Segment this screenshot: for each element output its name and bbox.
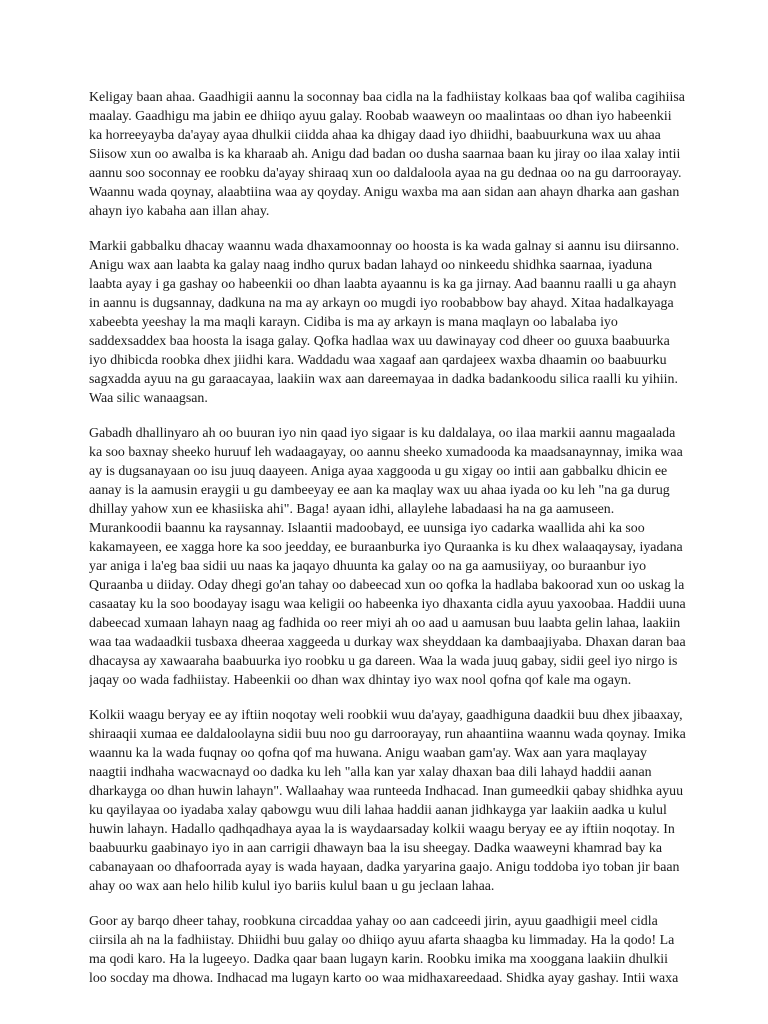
paragraph-1: Keligay baan ahaa. Gaadhigii aannu la soconnay baa cidla na la fadhiistay kolkaas baa qof waliba cagihiisa maalay. Gaadhigu ma jabin ee dhiiqo ayuu galay. Roobab waaweyn oo maalintaas oo dhan iyo habeenkii ka horreeyayba da'ayay ayaa dhulkii ciidda ahaa ka dhigay daad iyo dhiidhi, baabuurkuna wax uu ahaa Siisow xun oo awalba is ka kharaab ah. Anigu dad badan oo dusha saarnaa baan ku jiray oo ilaa xalay intii aannu soo soconnay ee roobku da'ayay shiraaq xun oo daldaloola ayaa na gu dednaa oo na gu darroorayay. Waannu wada qoynay, alaabtiina waa ay qoyday. Anigu waxba ma aan sidan aan ahayn dharka aan gashan ahayn iyo kabaha aan illan ahay. bbox=[89, 90, 685, 219]
document-page bbox=[89, 88, 687, 1024]
paragraph-4: Kolkii waagu beryay ee ay iftiin noqotay weli roobkii wuu da'ayay, gaadhiguna daadkii buu dhex jibaaxay, shiraaqii xumaa ee daldaloolayna sidii buu noo gu darroorayay, run ahaantiina waannu wada qoynay. Imika waannu ka la wada fuqnay oo qofna qof ma huwana. Anigu waaban gam'ay. Wax aan yara maqlayay naagtii indhaha wacwacnayd oo dadka ku leh "alla kan yar xalay dhaxan baa dili lahayd haddii aanan dharkayga oo dhan huwin lahayn". Wallaahay waa runteeda Indhacad. Inan gumeedkii qabay shidhka ayuu ku qayilayaa oo iyadaba xalay qabowgu wuu dili lahaa haddii aanan jidhkayga yar laakiin aadka u kulul huwin lahayn. Hadallo qadhqadhaya ayaa la is waydaarsaday kolkii waagu beryay ee ay iftiin noqotay. In baabuurku gaabinayo iyo in aan carrigii dhawayn baa la isu sheegay. Dadka waaweyni khamrad bay ka cabanayaan oo dhafoorrada ayay is wada hayaan, dadka yaryarina gaajo. Anigu toddoba iyo toban jir baan ahay oo wax aan helo hilib kulul iyo bariis kulul baan u gu jeclaan lahaa. bbox=[89, 708, 686, 894]
paragraph-2: Markii gabbalku dhacay waannu wada dhaxamoonnay oo hoosta is ka wada galnay si aannu isu diirsanno. Anigu wax aan laabta ka galay naag indho qurux badan lahayd oo ninkeedu shidhka saarnaa, iyaduna laabta ayay i ga gashay oo habeenkii oo dhan laabta ayaannu is ka ga jirnay. Aad baannu raalli u ga ahayn in aannu is dugsannay, dadkuna na ma ay arkayn oo mugdi iyo roobabbow bay ahayd. Xitaa hadalkayaga xabeebta yeeshay la ma maqli karayn. Cidiba is ma ay arkayn is mana maqlayn oo labalaba iyo saddexsaddex baa hoosta la isaga galay. Qofka hadlaa wax uu dawinayay cod dheer oo guuxa baabuurka iyo dhibicda roobka dhex jiidhi kara. Waddadu waa xagaaf aan qardajeex waxba dhaamin oo baabuurku sagxadda ayuu na gu garaacayaa, laakiin wax aan dareemayaa in dadka badankoodu silica raalli ku yihiin. Waa silic wanaagsan. bbox=[89, 239, 680, 406]
paragraph-3: Gabadh dhallinyaro ah oo buuran iyo nin qaad iyo sigaar is ku daldalaya, oo ilaa markii aannu magaalada ka soo baxnay sheeko huruuf leh wadaagayay, oo aannu sheeko xumadooda ka maadsanaynnay, imika waa ay is dugsanayaan oo isu juuq daayeen. Aniga ayaa xaggooda u gu xigay oo intii aan gabbalku dhicin ee aanay is la aamusin eraygii u gu dambeeyay ee aan ka maqlay wax uu ahaa iyada oo ku leh "na ga durug dhillay yahow xun ee khasiiska ahi". Baga! ayaan idhi, allaylehe labadaasi ha na ga aamuseen. Murankoodii baannu ka raysannay. Islaantii madoobayd, ee uunsiga iyo cadarka waallida ahi ka soo kakamayeen, ee xagga hore ka soo jeedday, ee buraanburka iyo Quraanka is ku dhex walaaqaysay, iyadana yar aniga i la'eg baa sidii uu naas ka jaqayo dhuunta ka galay oo na ga aamusiiyay, oo buraanbur iyo Quraanba u diiday. Oday dhegi go'an tahay oo dabeecad xun oo qofka la hadlaba bakoorad xun oo uskag la casaatay ku la soo boodayay isagu waa keligii oo habeenka iyo dhaxanta cidla ayuu yaxoobaa. Haddii uuna dabeecad xumaan lahayn naag ag fadhida oo reer miyi ah oo aad u aamusan buu laabta gelin lahaa, laakiin waa taa wadaadkii tusbaxa dheeraa xaggeeda u durkay wax sheyddaan ka dambaajiyaba. Dhaxan daran baa dhacaysa ay xawaaraha baabuurka iyo roobku u ga dareen. Waa la wada juuq gabay, sidii geel iyo nirgo is jaqay oo wada fadhiistay. Habeenkii oo dhan wax dhintay iyo wax nool qofna qof kale ma ogayn. bbox=[89, 426, 686, 688]
paragraph-5: Goor ay barqo dheer tahay, roobkuna circaddaa yahay oo aan cadceedi jirin, ayuu gaadhigii meel cidla ciirsila ah na la fadhiistay. Dhiidhi buu galay oo dhiiqo ayuu afarta shaagba ku limmaday. Ha la qodo! La ma qodi karo. Ha la lugeeyo. Dadka qaar baan lugayn karin. Roobku imika ma xooggana laakiin dhulkii loo socday ma dhowa. Indhacad ma lugayn karto oo waa midhaxareedaad. Shidka ayay gashay. Intii waxa bbox=[89, 914, 679, 986]
